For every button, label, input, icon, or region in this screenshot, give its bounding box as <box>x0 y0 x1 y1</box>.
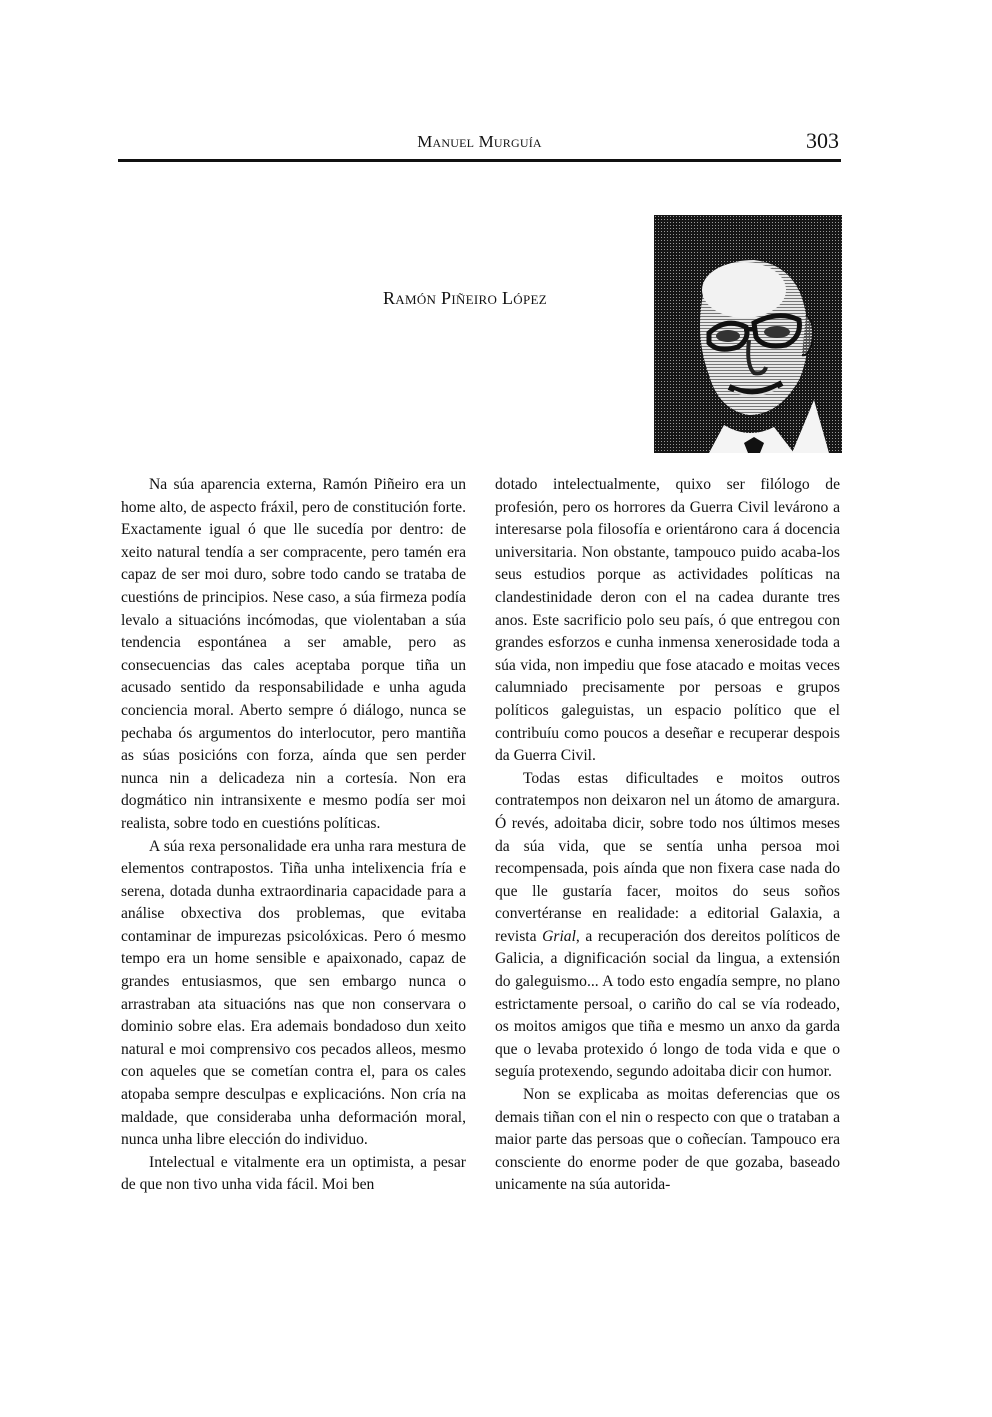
paragraph: Non se explicaba as moitas deferencias que os demais tiñan con el nin o respecto con que o trataban a maior parte das persoas que o coñecían. Tampouco era consciente do enorme poder de que gozaba, baseado unicamente na súa autorida- <box>495 1086 840 1194</box>
paragraph: Intelectual e vitalmente era un optimista, a pesar de que non tivo unha vida fácil. Moi ben <box>121 1153 466 1194</box>
article-title: Ramón Piñeiro López <box>383 288 547 308</box>
paragraph-text: Todas estas dificultades e moitos outros contratempos non deixaron nel un átomo de amargura. Ó revés, adoitaba dicir, sobre todo nos últimos meses da súa vida, que se sentía unha persoa moi recompensada, pois aínda que non fixera case nada do que lle gustaría facer, moitos do seus soños convertéranse en realidade: a editorial Galaxia, a revista <box>495 769 840 945</box>
paragraph: Na súa aparencia externa, Ramón Piñeiro era un home alto, de aspecto fráxil, pero de constitución forte. Exactamente igual ó que lle sucedía por dentro: de xeito natural tendía a ser compracente, pero tamén era capaz de ser moi duro, sobre todo cando se trataba de cuestións de principios. Nese caso, a súa firmeza podía levalo a situacións incómodas, que violentaban a súa tendencia espontánea a ser amable, pero as consecuencias das cales aceptaba porque tiña un acusado sentido da responsabilidade e unha aguda conciencia moral. Aberto sempre ó diálogo, nunca se pechaba ós argumentos do interlocutor, pero mantiña as súas posicións con forza, aínda que sen perder nunca nin a delicadeza nin a cortesía. Non era dogmático nin intransixente e mesmo podía ser moi realista, sobre todo en cuestións políticas. <box>121 476 466 832</box>
header-rule <box>118 159 841 162</box>
right-column <box>495 474 840 1197</box>
page-number: 303 <box>806 128 839 153</box>
paragraph: A súa rexa personalidade era unha rara mestura de elementos contrapostos. Tiña unha intelixencia fría e serena, dotada dunha extraordinaria capacidade para a análise obxectiva dos problemas, que evitaba contaminar de impurezas psicolóxicas. Pero ó mesmo tempo era un home sensible e apaixonado, capaz de grandes entusiasmos, que sen embargo nunca o arrastraban ata situacións nas que non conservara o dominio sobre elas. Era ademais bondadoso dun xeito natural e moi comprensivo cos pecados alleos, mesmo con aqueles que se cometían contra el, para os cales atopaba sempre desculpas e explicacións. Non cría na maldade, que consideraba unha deformación moral, nunca unha libre elección do individuo. <box>121 837 466 1149</box>
paragraph-continued: dotado intelectualmente, quixo ser filólogo de profesión, pero os horrores da Guerra Civil levárono a interesarse pola filosofía e orientárono cara á docencia universitaria. Non obstante, tampouco puido acaba-los seus estudios porque as actividades políticas na clandestinidade deron con el na cadea durante tres anos. Este sacrificio polo seu país, ó que entregou con grandes esforzos e cunha inmensa xenerosidade toda a súa vida, non impediu que fose atacado e moitas veces calumniado precisamente por persoas e grupos políticos galeguistas, un espacio político que el contribuíu como poucos a deseñar e recuperar despois da Guerra Civil. <box>495 476 840 765</box>
paragraph <box>495 768 840 1084</box>
paragraph-text: , a recuperación dos dereitos políticos de Galicia, a dignificación social da lingua, a extensión do galeguismo... A todo esto engadía sempre, no plano estrictamente persoal, o cariño do cal se vía rodeado, os moitos amigos que tiña e mesmo un anxo da garda que o levaba protexido ó longo de toda vida e que o seguía protexendo, segundo adoitaba dicir con humor. <box>495 927 840 1081</box>
running-title: Manuel Murguía <box>417 132 542 151</box>
journal-title-grial: Grial <box>542 927 576 945</box>
left-column <box>121 474 466 1197</box>
running-header <box>118 128 841 162</box>
portrait-photo <box>654 215 842 453</box>
